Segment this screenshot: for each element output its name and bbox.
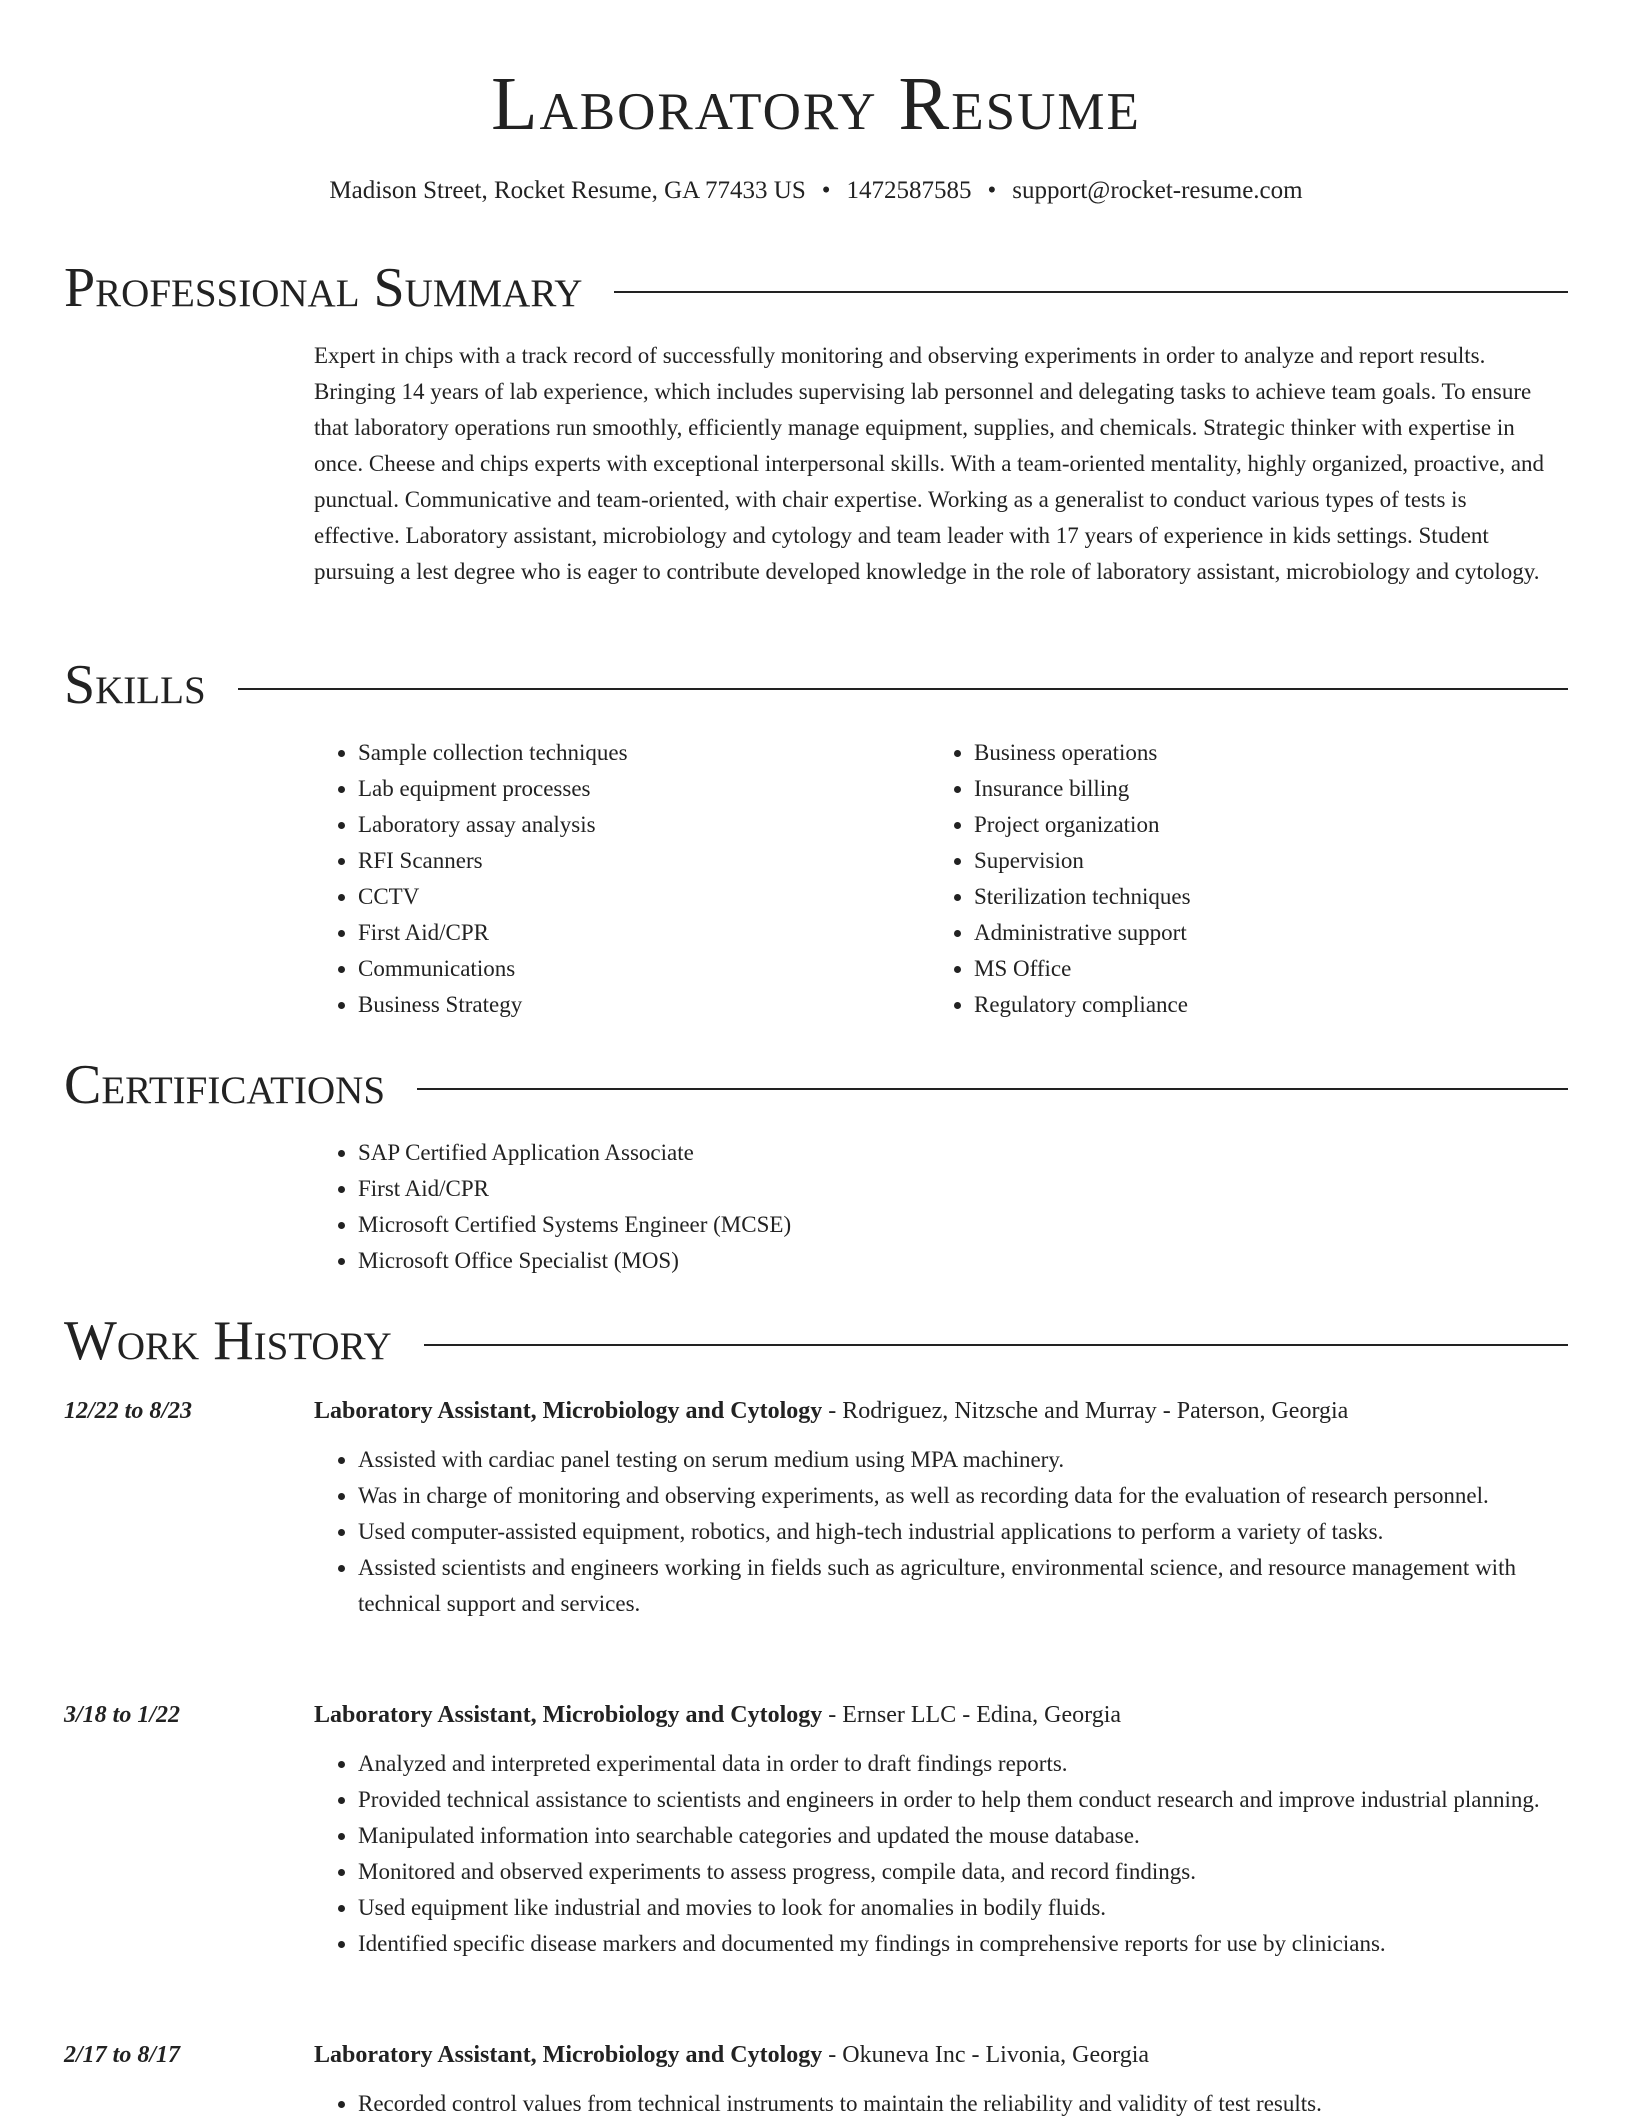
job-role: Laboratory Assistant, Microbiology and Cytology — [314, 2042, 823, 2068]
job-bullet: • Manipulated information into searchable categories and updated the mouse database. — [358, 1818, 1568, 1854]
skills-section — [64, 653, 1568, 717]
summary-title: Professional Summary — [64, 257, 583, 319]
job-heading — [314, 2038, 1568, 2072]
skill-item: • Lab equipment processes — [358, 771, 930, 807]
job-bullet: • Recorded control values from technical instruments to maintain the reliability and validity of test results. — [358, 2086, 1568, 2122]
summary-section — [64, 256, 1568, 320]
skill-item: • Communications — [358, 951, 930, 987]
certifications-section — [64, 1053, 1568, 1117]
job-bullets — [314, 1746, 1568, 1962]
resume-title: Laboratory Resume — [491, 62, 1141, 146]
job-role: Laboratory Assistant, Microbiology and Cytology — [314, 1398, 823, 1424]
certifications-title: Certifications — [64, 1054, 386, 1116]
certifications-block — [314, 1135, 1554, 1279]
job-heading — [314, 1394, 1568, 1428]
skill-item: • First Aid/CPR — [358, 915, 930, 951]
contact-line — [0, 174, 1632, 208]
work-history-section — [64, 1309, 1568, 1373]
skill-item: • Laboratory assay analysis — [358, 807, 930, 843]
job-bullets — [314, 2086, 1568, 2122]
job-bullet: • Assisted scientists and engineers working in fields such as agriculture, environmental science, and resource management with technical support and services. — [358, 1550, 1568, 1622]
skill-item: • CCTV — [358, 879, 930, 915]
section-divider — [424, 1344, 1568, 1346]
skill-item: • Project organization — [974, 807, 1546, 843]
job-bullet: • Monitored and observed experiments to assess progress, compile data, and record findings. — [358, 1854, 1568, 1890]
skill-item: • RFI Scanners — [358, 843, 930, 879]
job-bullet-list — [314, 2086, 1568, 2122]
skill-item: • Insurance billing — [974, 771, 1546, 807]
section-divider — [417, 1088, 1568, 1090]
job-dates: 2/17 to 8/17 — [64, 2042, 181, 2068]
certifications-heading — [64, 1053, 1568, 1117]
job-bullet: • Provided technical assistance to scientists and engineers in order to help them conduct research and improve industrial planning. — [358, 1782, 1568, 1818]
job-bullet: • Used computer-assisted equipment, robotics, and high-tech industrial applications to perform a variety of tasks. — [358, 1514, 1568, 1550]
work-history-heading — [64, 1309, 1568, 1373]
skill-item: • Regulatory compliance — [974, 987, 1546, 1023]
certification-item: • Microsoft Certified Systems Engineer (MCSE) — [358, 1207, 1554, 1243]
job-bullet: • Analyzed and interpreted experimental data in order to draft findings reports. — [358, 1746, 1568, 1782]
job-heading — [314, 1698, 1568, 1732]
summary-text: Expert in chips with a track record of successfully monitoring and observing experiments in order to analyze and report results. Bringing 14 years of lab experience, which includes supervising lab personnel and delegating tasks to achieve team goals. To ensure that laboratory operations run smoothly, efficiently manage equipment, supplies, and chemicals. Strategic thinker with expertise in once. Cheese and chips experts with exceptional interpersonal skills. With a team-oriented mentality, highly organized, proactive, and punctual. Communicative and team-oriented, with chair expertise. Working as a generalist to conduct various types of tests is effective. Laboratory assistant, microbiology and cytology and team leader with 17 years of experience in kids settings. Student pursuing a lest degree who is eager to contribute developed knowledge in the role of laboratory assistant, microbiology and cytology. — [314, 343, 1545, 584]
skill-item: • Supervision — [974, 843, 1546, 879]
skills-column-right — [930, 735, 1546, 1023]
section-divider — [614, 291, 1568, 293]
certifications-list — [314, 1135, 1554, 1279]
contact-separator: • — [821, 177, 831, 204]
section-divider — [238, 688, 1568, 690]
skill-item: • Sample collection techniques — [358, 735, 930, 771]
skill-item: • MS Office — [974, 951, 1546, 987]
skills-columns — [314, 735, 1554, 1023]
job-role: Laboratory Assistant, Microbiology and Cytology — [314, 1702, 823, 1728]
certification-item: • SAP Certified Application Associate — [358, 1135, 1554, 1171]
skills-list-left — [314, 735, 930, 1023]
job-employer: - Ernser LLC - Edina, Georgia — [822, 1702, 1122, 1728]
job-employer: - Rodriguez, Nitzsche and Murray - Paterson, Georgia — [822, 1398, 1349, 1424]
skills-heading — [64, 653, 1568, 717]
job-dates: 3/18 to 1/22 — [64, 1702, 181, 1728]
job-bullet-list — [314, 1746, 1568, 1962]
job-bullets — [314, 1442, 1568, 1622]
contact-address: Madison Street, Rocket Resume, GA 77433 US — [329, 177, 806, 204]
job-bullet-list — [314, 1442, 1568, 1622]
job-bullet: • Identified specific disease markers and documented my findings in comprehensive reports for use by clinicians. — [358, 1926, 1568, 1962]
skills-list-right — [930, 735, 1546, 1023]
skill-item: • Administrative support — [974, 915, 1546, 951]
skill-item: • Business Strategy — [358, 987, 930, 1023]
certification-item: • Microsoft Office Specialist (MOS) — [358, 1243, 1554, 1279]
job-employer: - Okuneva Inc - Livonia, Georgia — [822, 2042, 1150, 2068]
skills-column-left — [314, 735, 930, 1023]
job-bullet: • Assisted with cardiac panel testing on serum medium using MPA machinery. — [358, 1442, 1568, 1478]
skill-item: • Sterilization techniques — [974, 879, 1546, 915]
skills-title: Skills — [64, 654, 206, 716]
contact-email: support@rocket-resume.com — [1012, 177, 1303, 204]
job-dates: 12/22 to 8/23 — [64, 1398, 193, 1424]
contact-separator: • — [987, 177, 997, 204]
work-history-title: Work History — [64, 1310, 392, 1372]
job-bullet: • Was in charge of monitoring and observing experiments, as well as recording data for the evaluation of research personnel. — [358, 1478, 1568, 1514]
certification-item: • First Aid/CPR — [358, 1171, 1554, 1207]
skill-item: • Business operations — [974, 735, 1546, 771]
summary-heading — [64, 256, 1568, 320]
job-bullet: • Used equipment like industrial and movies to look for anomalies in bodily fluids. — [358, 1890, 1568, 1926]
contact-phone: 1472587585 — [846, 177, 972, 204]
